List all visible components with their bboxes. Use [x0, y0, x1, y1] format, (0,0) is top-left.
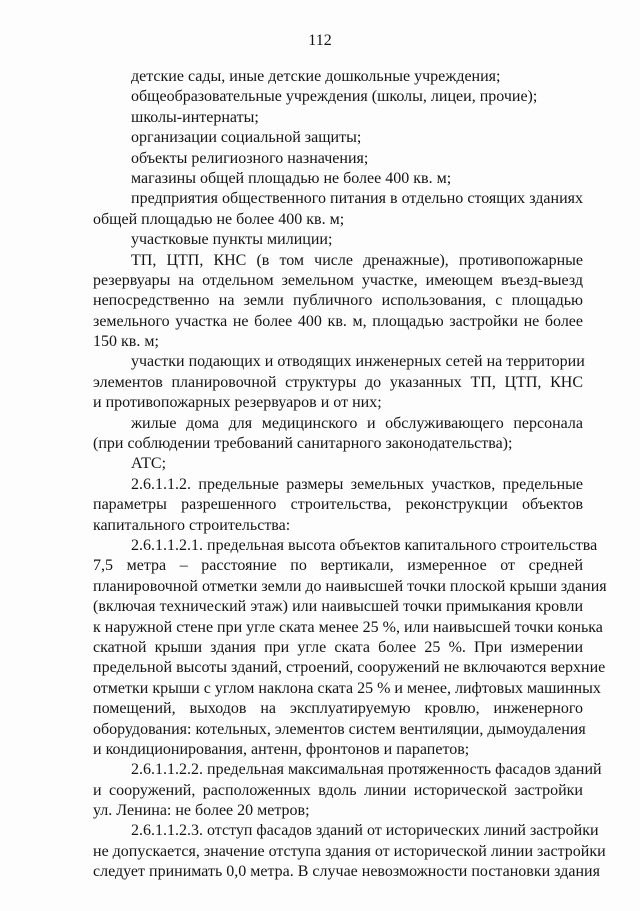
- text-line: жилые дома для медицинского и обслуживающего персонала: [131, 414, 583, 432]
- text-line: (включая технический этаж) или наивысшей точки примыкания кровли: [93, 598, 583, 616]
- text-line: 2.6.1.1.2.1. предельная высота объектов капитального строительства: [131, 536, 598, 554]
- text-line: планировочной отметки земли до наивысшей точки плоской крыши здания: [93, 577, 607, 595]
- text-line: объекты религиозного назначения;: [131, 149, 369, 167]
- text-line: ул. Ленина: не более 20 метров;: [93, 802, 310, 820]
- text-line: скатной крыши здания при угле ската более 25 %. При измерении: [93, 638, 583, 656]
- text-line: предприятия общественного питания в отдельно стоящих зданиях: [131, 190, 583, 208]
- text-line: детские сады, иные детские дошкольные учреждения;: [131, 68, 501, 85]
- document-body: [93, 67, 607, 883]
- text-line: школы-интернаты;: [131, 108, 259, 126]
- text-line: предельной высоты зданий, строений, сооружений не включаются верхние: [93, 659, 606, 677]
- text-line: участки подающих и отводящих инженерных сетей на территории: [131, 353, 585, 371]
- text-line: отметки крыши с углом наклона ската 25 % и менее, лифтовых машинных: [93, 679, 601, 697]
- text-line: общей площадью не более 400 кв. м;: [93, 210, 345, 228]
- text-line: элементов планировочной структуры до указанных ТП, ЦТП, КНС: [93, 373, 583, 391]
- text-line: и сооружений, расположенных вдоль линии исторической застройки: [93, 781, 583, 799]
- text-line: магазины общей площадью не более 400 кв. м;: [131, 169, 452, 187]
- text-line: и противопожарных резервуаров и от них;: [93, 394, 382, 412]
- text-line: резервуары на отдельном земельном участке, имеющем въезд-выезд: [93, 271, 583, 289]
- text-line: 150 кв. м;: [93, 333, 159, 351]
- text-line: организации социальной защиты;: [131, 129, 362, 147]
- text-line: участковые пункты милиции;: [131, 231, 333, 249]
- text-line: (при соблюдении требований санитарного законодательства);: [93, 435, 513, 453]
- text-line: 2.6.1.1.2.3. отступ фасадов зданий от исторических линий застройки: [131, 822, 599, 840]
- text-line: и кондиционирования, антенн, фронтонов и парапетов;: [93, 740, 470, 758]
- text-line: 7,5 метра – расстояние по вертикали, измеренное от средней: [93, 557, 583, 575]
- text-line: общеобразовательные учреждения (школы, лицеи, прочие);: [131, 88, 538, 106]
- page-number: 112: [308, 32, 332, 49]
- text-line: следует принимать 0,0 метра. В случае невозможности постановки здания: [93, 863, 600, 881]
- text-line: помещений, выходов на эксплуатируемую кровлю, инженерного: [93, 700, 583, 718]
- text-line: к наружной стене при угле ската менее 25 %, или наивысшей точки конька: [93, 618, 603, 636]
- text-line: оборудования: котельных, элементов систем вентиляции, дымоудаления: [93, 720, 586, 738]
- text-line: параметры разрешенного строительства, реконструкции объектов: [93, 496, 583, 514]
- text-line: земельного участка не более 400 кв. м, площадью застройки не более: [93, 312, 583, 330]
- text-line: не допускается, значение отступа здания от исторической линии застройки: [93, 842, 606, 860]
- text-line: АТС;: [131, 455, 167, 473]
- text-line: 2.6.1.1.2.2. предельная максимальная протяженность фасадов зданий: [131, 761, 602, 779]
- text-line: капитального строительства:: [93, 516, 291, 534]
- text-line: ТП, ЦТП, КНС (в том числе дренажные), противопожарные: [131, 251, 583, 269]
- text-line: 2.6.1.1.2. предельные размеры земельных участков, предельные: [131, 475, 583, 493]
- text-line: непосредственно на земли публичного использования, с площадью: [93, 292, 583, 310]
